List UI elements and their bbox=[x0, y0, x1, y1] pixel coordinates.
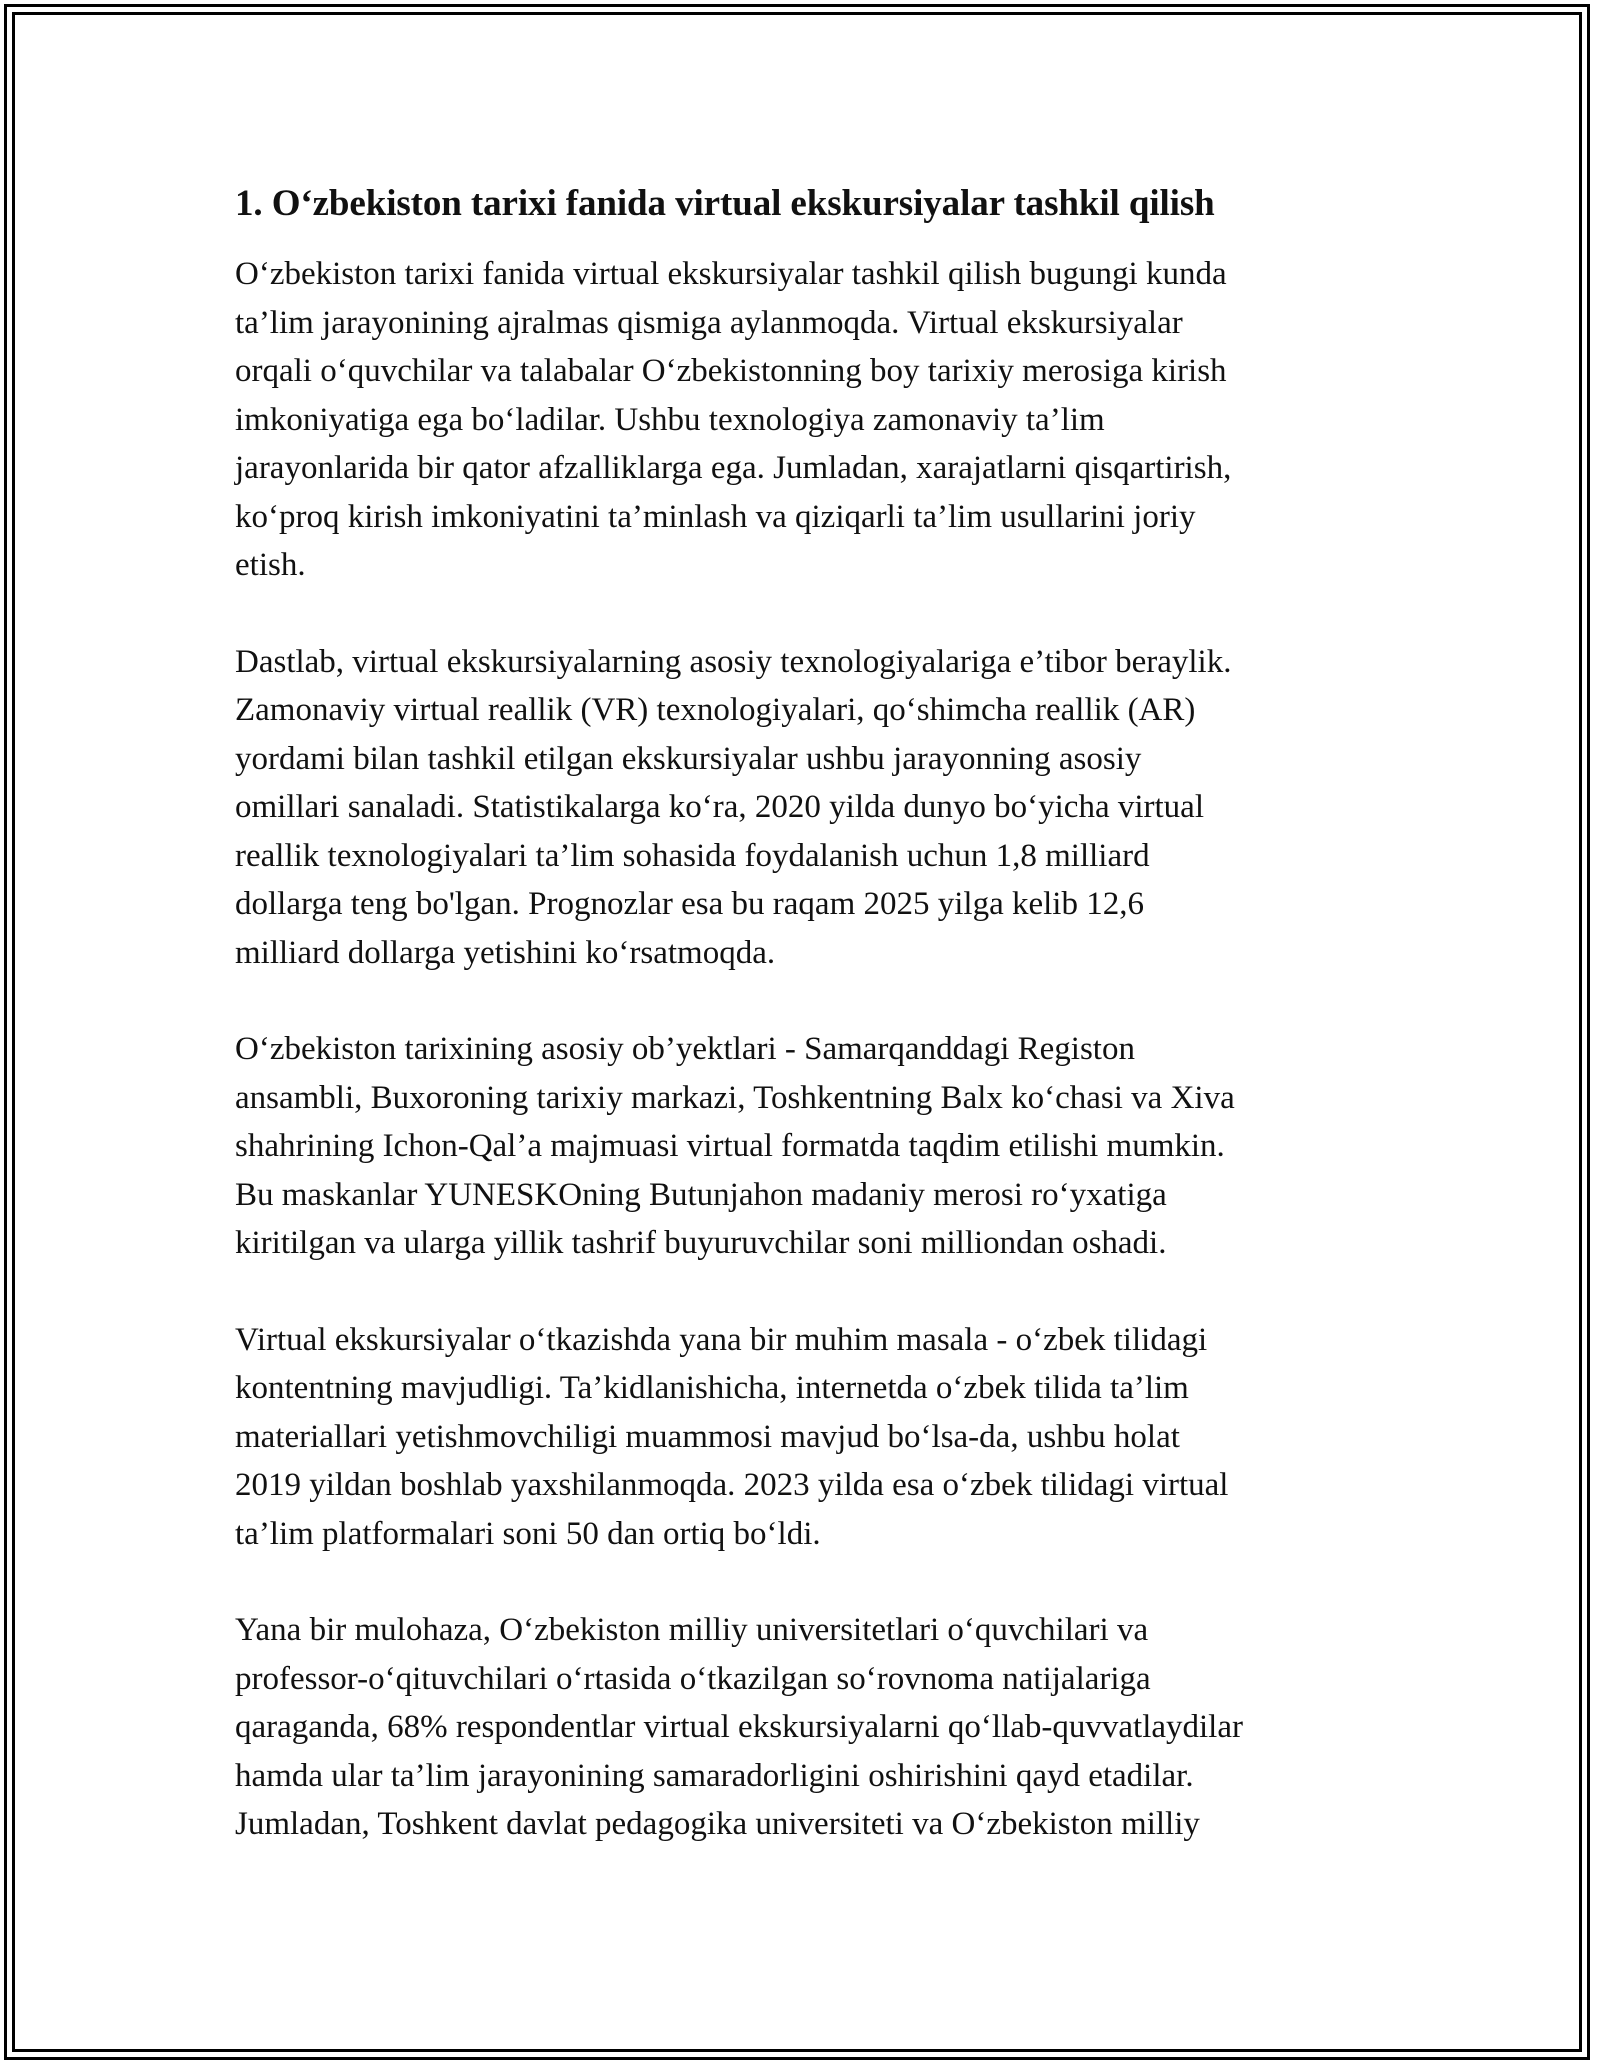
text-line: Dastlab, virtual ekskursiyalarning asosiy texnologiyalariga e’tibor beraylik. bbox=[235, 643, 1232, 680]
text-line: reallik texnologiyalari ta’lim sohasida foydalanish uchun 1,8 milliard bbox=[235, 837, 1150, 874]
text-line: hamda ular ta’lim jarayonining samaradorligini oshirishini qayd etadilar. bbox=[235, 1757, 1194, 1794]
text-line: ko‘proq kirish imkoniyatini ta’minlash va qiziqarli ta’lim usullarini joriy bbox=[235, 498, 1196, 535]
text-line: Yana bir mulohaza, O‘zbekiston milliy universitetlari o‘quvchilari va bbox=[235, 1612, 1149, 1649]
text-line: ansambli, Buxoroning tarixiy markazi, Toshkentning Balx ko‘chasi va Xiva bbox=[235, 1079, 1235, 1116]
text-line: Jumladan, Toshkent davlat pedagogika universiteti va O‘zbekiston milliy bbox=[235, 1806, 1200, 1843]
text-line: yordami bilan tashkil etilgan ekskursiyalar ushbu jarayonning asosiy bbox=[235, 740, 1142, 777]
text-line: O‘zbekiston tarixining asosiy ob’yektlari - Samarqanddagi Registon bbox=[235, 1031, 1135, 1068]
text-line: imkoniyatiga ega bo‘ladilar. Ushbu texnologiya zamonaviy ta’lim bbox=[235, 401, 1105, 438]
section-title: 1. O‘zbekiston tarixi fanida virtual ekskursiyalar tashkil qilish bbox=[235, 183, 1215, 224]
paragraph-2 bbox=[235, 638, 1380, 978]
document-body bbox=[235, 250, 1380, 1849]
text-line: qaraganda, 68% respondentlar virtual ekskursiyalarni qo‘llab-quvvatlaydilar bbox=[235, 1709, 1243, 1746]
text-line: professor-o‘qituvchilari o‘rtasida o‘tkazilgan so‘rovnoma natijalariga bbox=[235, 1660, 1151, 1697]
text-line: Bu maskanlar YUNESKOning Butunjahon madaniy merosi ro‘yxatiga bbox=[235, 1176, 1167, 1213]
paragraph-5 bbox=[235, 1606, 1380, 1849]
text-line: Virtual ekskursiyalar o‘tkazishda yana bir muhim masala - o‘zbek tilidagi bbox=[235, 1321, 1208, 1358]
text-line: jarayonlarida bir qator afzalliklarga ega. Jumladan, xarajatlarni qisqartirish, bbox=[235, 450, 1232, 487]
text-line: etish. bbox=[235, 547, 306, 584]
text-line: materiallari yetishmovchiligi muammosi mavjud bo‘lsa-da, ushbu holat bbox=[235, 1418, 1180, 1455]
text-line: ta’lim jarayonining ajralmas qismiga aylanmoqda. Virtual ekskursiyalar bbox=[235, 304, 1183, 341]
paragraph-3 bbox=[235, 1025, 1380, 1268]
text-line: kiritilgan va ularga yillik tashrif buyuruvchilar soni milliondan oshadi. bbox=[235, 1225, 1167, 1262]
text-line: orqali o‘quvchilar va talabalar O‘zbekistonning boy tarixiy merosiga kirish bbox=[235, 353, 1227, 390]
text-line: kontentning mavjudligi. Ta’kidlanishicha, internetda o‘zbek tilida ta’lim bbox=[235, 1370, 1189, 1407]
text-line: O‘zbekiston tarixi fanida virtual ekskursiyalar tashkil qilish bugungi kunda bbox=[235, 256, 1227, 293]
text-line: ta’lim platformalari soni 50 dan ortiq bo‘ldi. bbox=[235, 1515, 821, 1552]
text-line: milliard dollarga yetishini ko‘rsatmoqda. bbox=[235, 934, 776, 971]
text-line: 2019 yildan boshlab yaxshilanmoqda. 2023 yilda esa o‘zbek tilidagi virtual bbox=[235, 1467, 1229, 1504]
text-line: omillari sanaladi. Statistikalarga ko‘ra, 2020 yilda dunyo bo‘yicha virtual bbox=[235, 789, 1204, 826]
document-page bbox=[235, 180, 1380, 1897]
paragraph-1 bbox=[235, 250, 1380, 590]
text-line: Zamonaviy virtual reallik (VR) texnologiyalari, qo‘shimcha reallik (AR) bbox=[235, 692, 1196, 729]
text-line: dollarga teng bo'lgan. Prognozlar esa bu raqam 2025 yilga kelib 12,6 bbox=[235, 886, 1144, 923]
paragraph-4 bbox=[235, 1316, 1380, 1559]
text-line: shahrining Ichon-Qal’a majmuasi virtual formatda taqdim etilishi mumkin. bbox=[235, 1128, 1225, 1165]
